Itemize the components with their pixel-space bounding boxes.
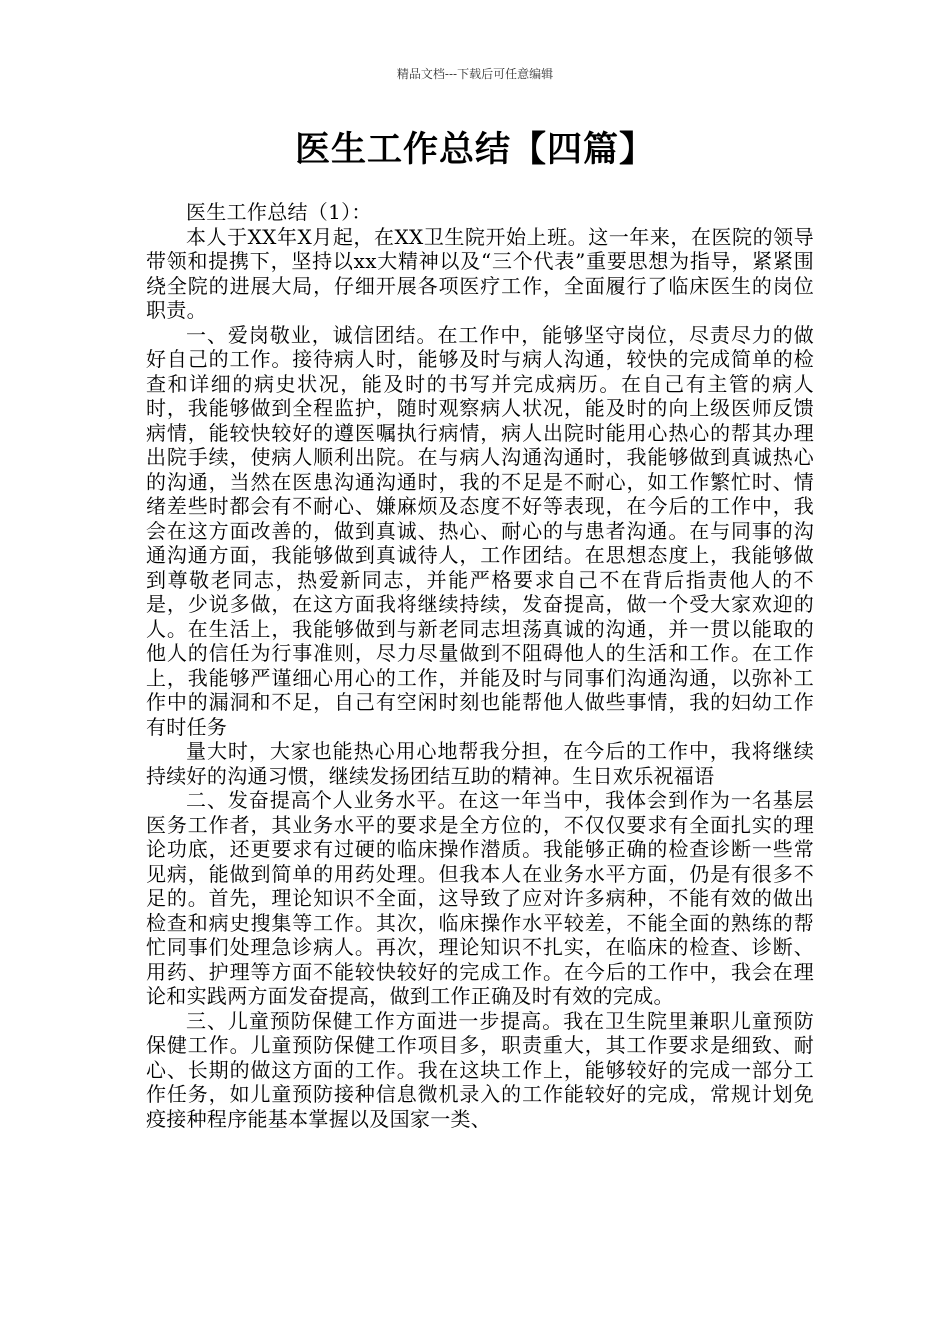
paragraph-point-three: 三、儿童预防保健工作方面进一步提高。我在卫生院里兼职儿童预防保健工作。儿童预防保健工作项目多，职责重大，其工作要求是细致、耐心、长期的做这方面的工作。我在这块工作上，能够较好的完成一部分工作任务，如儿童预防接种信息微机录入的工作能较好的完成，常规计划免疫接种程序能基本掌握以及国家一类、 xyxy=(146,1008,814,1131)
paragraph-section-heading: 医生工作总结（1）： xyxy=(186,200,372,224)
document-body xyxy=(146,200,814,1131)
document-title: 医生工作总结【四篇】 xyxy=(294,130,655,170)
paragraph-point-one-continued: 量大时，大家也能热心用心地帮我分担，在今后的工作中，我将继续持续好的沟通习惯，继续发扬团结互助的精神。生日欢乐祝福语 xyxy=(146,739,814,788)
paragraph-intro: 本人于XX年X月起，在XX卫生院开始上班。这一年来，在医院的领导带领和提携下，坚持以xx大精神以及“三个代表”重要思想为指导，紧紧围绕全院的进展大局，仔细开展各项医疗工作，全面履行了临床医生的岗位职责。 xyxy=(146,224,814,322)
paragraph-point-one: 一、爱岗敬业，诚信团结。在工作中，能够坚守岗位，尽责尽力的做好自己的工作。接待病人时，能够及时与病人沟通，较快的完成简单的检查和详细的病史状况，能及时的书写并完成病历。在自己有主管的病人时，我能够做到全程监护，随时观察病人状况，能及时的向上级医师反馈病情，能较快较好的遵医嘱执行病情，病人出院时能用心热心的帮其办理出院手续，使病人顺利出院。在与病人沟通沟通时，我能够做到真诚热心的沟通，当然在医患沟通沟通时，我的不足是不耐心，如工作繁忙时、情绪差些时都会有不耐心、嫌麻烦及态度不好等表现，在今后的工作中，我会在这方面改善的，做到真诚、热心、耐心的与患者沟通。在与同事的沟通沟通方面，我能够做到真诚待人，工作团结。在思想态度上，我能够做到尊敬老同志，热爱新同志，并能严格要求自己不在背后指责他人的不是，少说多做，在这方面我将继续持续，发奋提高，做一个受大家欢迎的人。在生活上，我能够做到与新老同志坦荡真诚的沟通，并一贯以能取的他人的信任为行事准则，尽力尽量做到不阻碍他人的生活和工作。在工作上，我能够严谨细心用心的工作，并能及时与同事们沟通沟通，以弥补工作中的漏洞和不足，自己有空闲时刻也能帮他人做些事情，我的妇幼工作有时任务 xyxy=(146,322,814,739)
header-note: 精品文档---下载后可任意编辑 xyxy=(396,67,554,81)
paragraph-point-two: 二、发奋提高个人业务水平。在这一年当中，我体会到作为一名基层医务工作者，其业务水平的要求是全方位的，不仅仅要求有全面扎实的理论功底，还更要求有过硬的临床操作潜质。我能够正确的检查诊断一些常见病，能做到简单的用药处理。但我本人在业务水平方面，仍是有很多不足的。首先，理论知识不全面，这导致了应对许多病种，不能有效的做出检查和病史搜集等工作。其次，临床操作水平较差，不能全面的熟练的帮忙同事们处理急诊病人。再次，理论知识不扎实，在临床的检查、诊断、用药、护理等方面不能较快较好的完成工作。在今后的工作中，我会在理论和实践两方面发奋提高，做到工作正确及时有效的完成。 xyxy=(146,788,814,1008)
